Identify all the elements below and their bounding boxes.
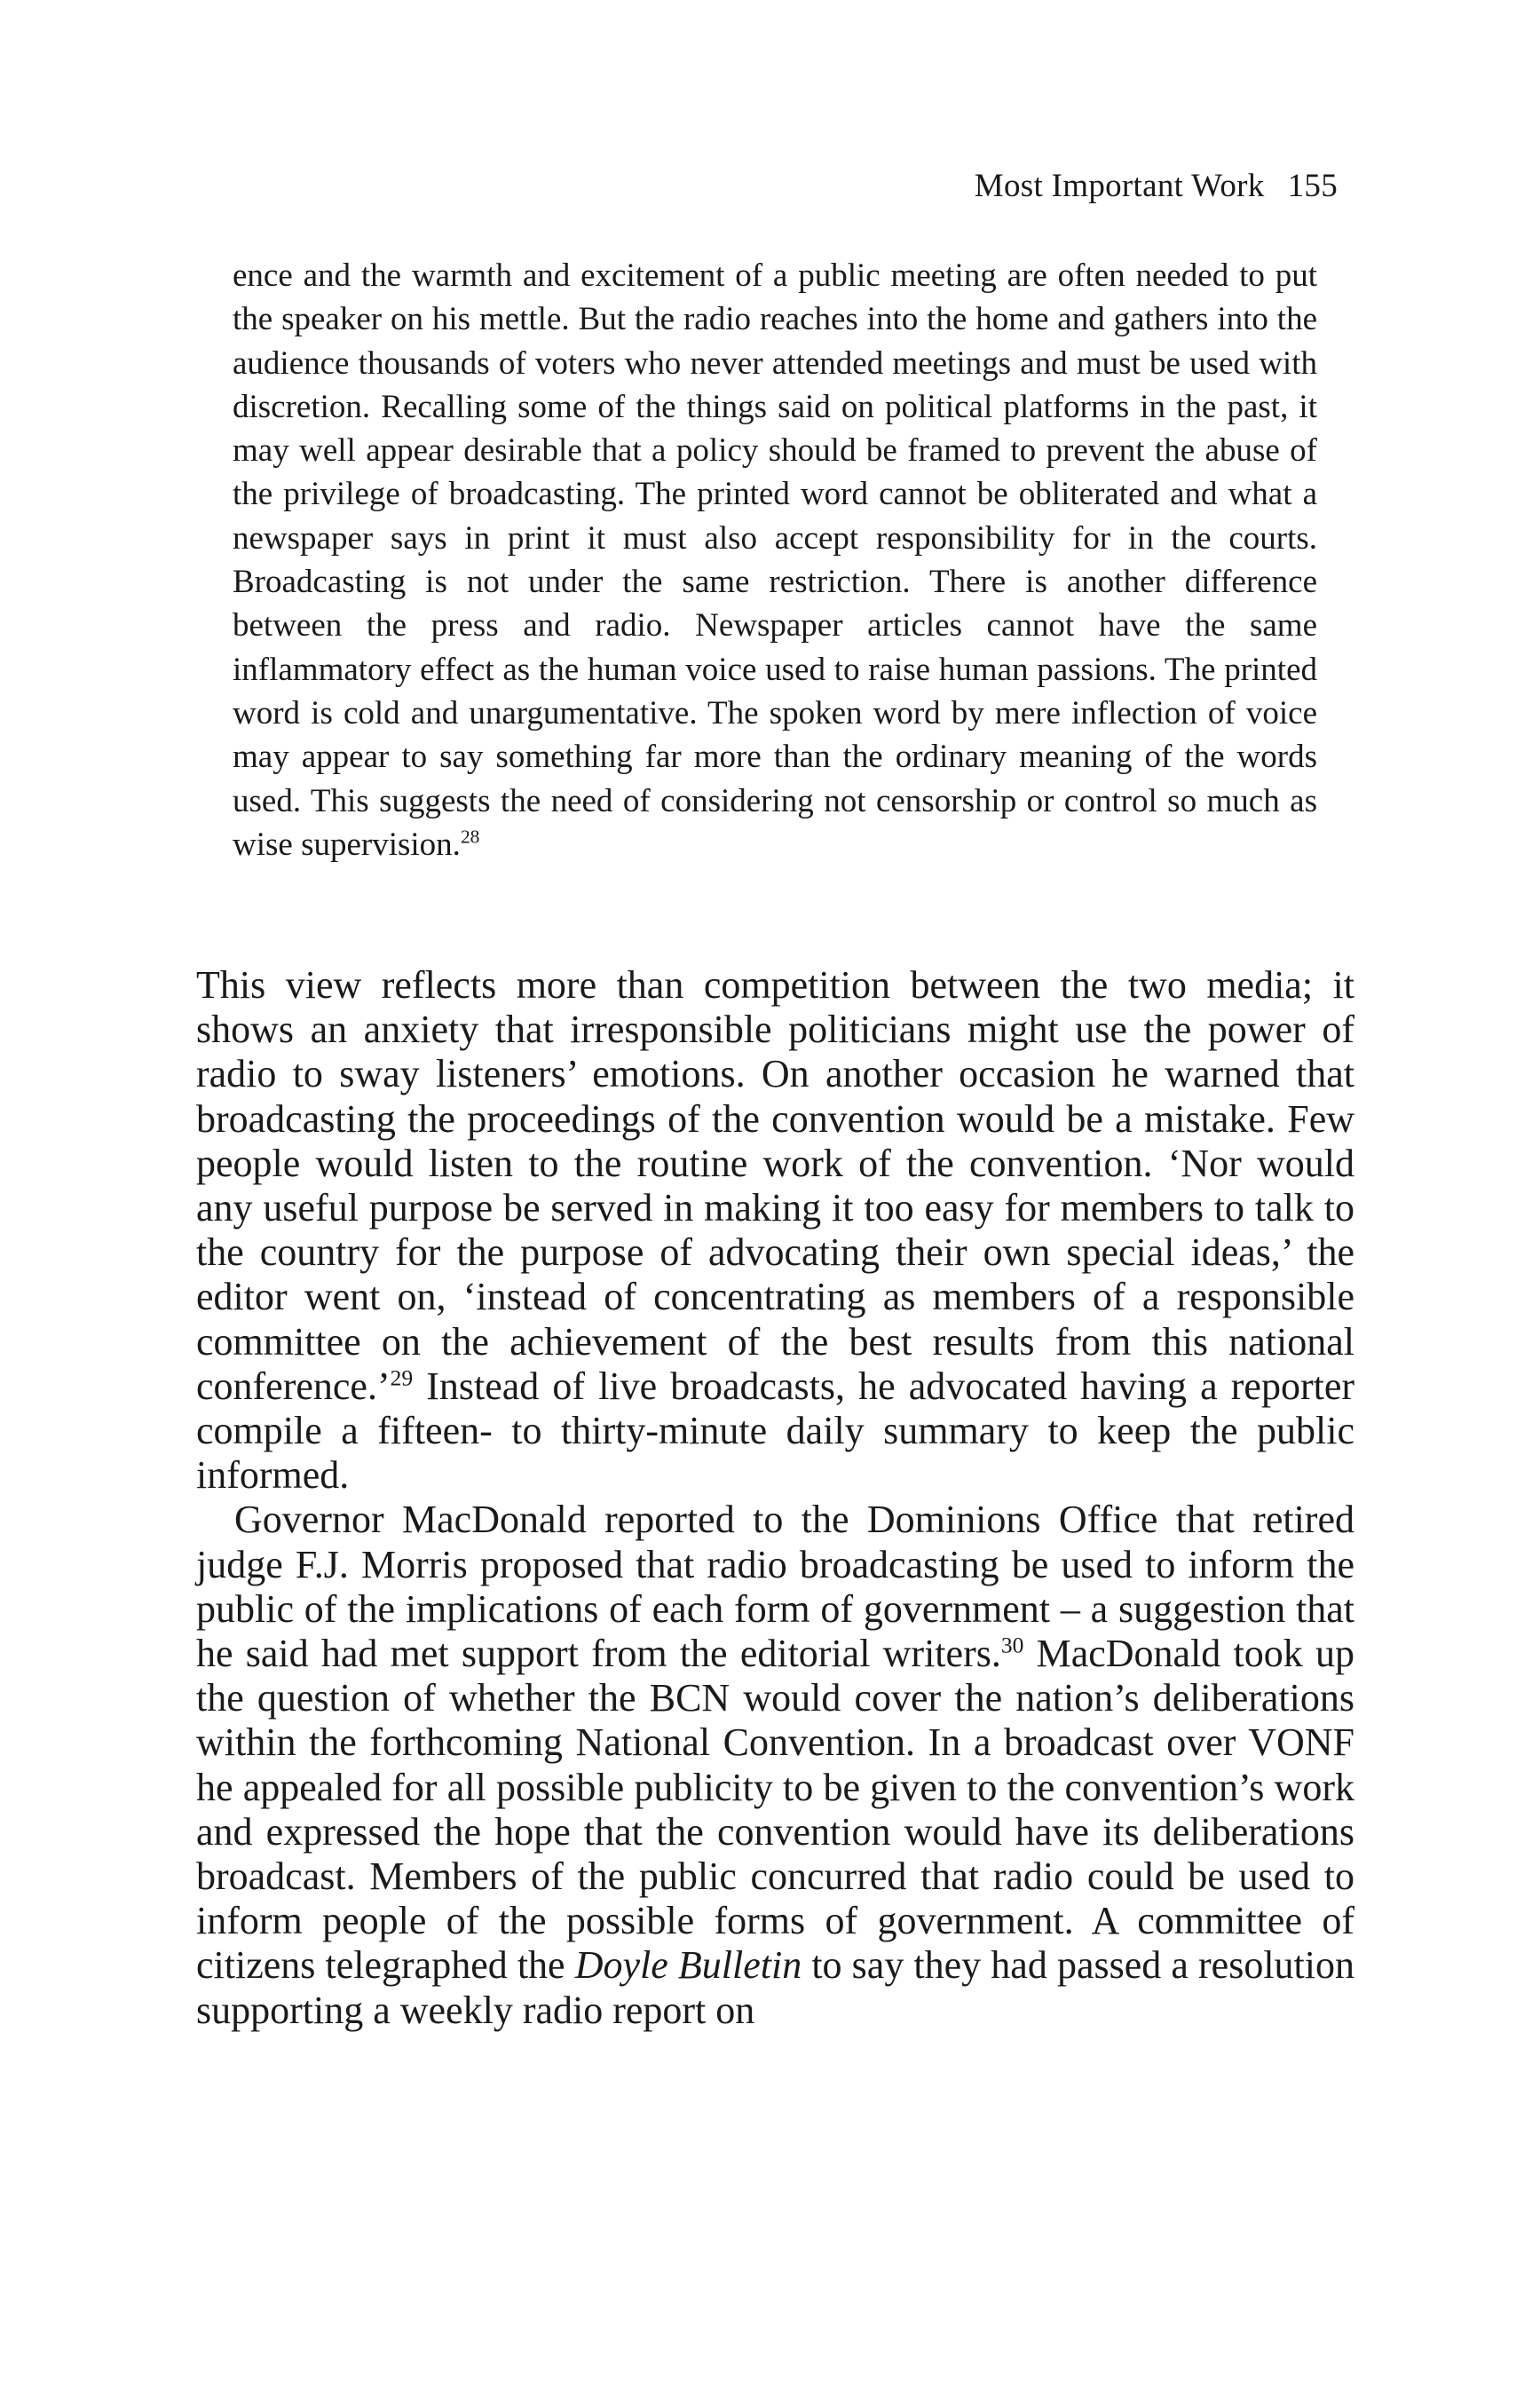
block-quote: [233, 254, 1317, 866]
paragraph-1-text-b: Instead of live broadcasts, he advocated having a reporter compile a fifteen- to thirty-minute daily summary to keep the public informed.: [196, 1364, 1354, 1498]
paragraph-2-text-a: Governor MacDonald reported to the Dominions Office that retired judge F.J. Morris proposed that radio broadcasting be used to inform the public of the implications of each form of government – a suggestion that he said had met support from the editorial writers.: [196, 1498, 1354, 1676]
paragraph-2: [196, 1498, 1354, 2032]
paragraph-2-text-c: to say they had passed a resolution supporting a weekly radio report on: [196, 1943, 1354, 2032]
block-quote-text: ence and the warmth and excitement of a public meeting are often needed to put the speaker on his mettle. But the radio reaches into the home and gathers into the audience thousands of voters who never attended meetings and must be used with discretion. Recalling some of the things said on political platforms in the past, it may well appear desirable that a policy should be framed to prevent the abuse of the privilege of broadcasting. The printed word cannot be obliterated and what a newspaper says in print it must also accept responsibility for in the courts. Broadcasting is not under the same restriction. There is another difference between the press and radio. Newspaper articles cannot have the same inflammatory effect as the human voice used to raise human passions. The printed word is cold and unargumentative. The spoken word by mere inflection of voice may appear to say something far more than the ordinary meaning of the words used. This suggests the need of considering not censorship or control so much as wise supervision.: [233, 257, 1317, 863]
footnote-ref-30: 30: [1000, 1632, 1024, 1658]
body-text: [196, 963, 1354, 2033]
page-number: 155: [1287, 168, 1338, 204]
paragraph-2-text-b: MacDonald took up the question of whether the BCN would cover the nation’s deliberations within the forthcoming National Convention. In a broadcast over VONF he appealed for all possible publicity to be given to the convention’s work and expressed the hope that the convention would have its deliberations broadcast. Members of the public concurred that radio could be used to inform people of the possible forms of government. A committee of citizens telegraphed the: [196, 1632, 1354, 1988]
running-title: Most Important Work: [974, 168, 1265, 204]
paragraph-1: [196, 963, 1354, 1498]
footnote-ref-29: 29: [390, 1364, 414, 1391]
paragraph-1-text-a: This view reflects more than competition between the two media; it shows an anxiety that irresponsible politicians might use the power of radio to sway listeners’ emotions. On another occasion he warned that broadcasting the proceedings of the convention would be a mistake. Few people would listen to the routine work of the convention. ‘Nor would any useful purpose be served in making it too easy for members to talk to the country for the purpose of advocating their own special ideas,’ the editor went on, ‘instead of concentrating as members of a responsible committee on the achievement of the best results from this national conference.’: [196, 963, 1354, 1408]
running-head: [975, 167, 1338, 205]
publication-title: Doyle Bulletin: [574, 1943, 802, 1988]
footnote-ref-28: 28: [460, 826, 480, 848]
